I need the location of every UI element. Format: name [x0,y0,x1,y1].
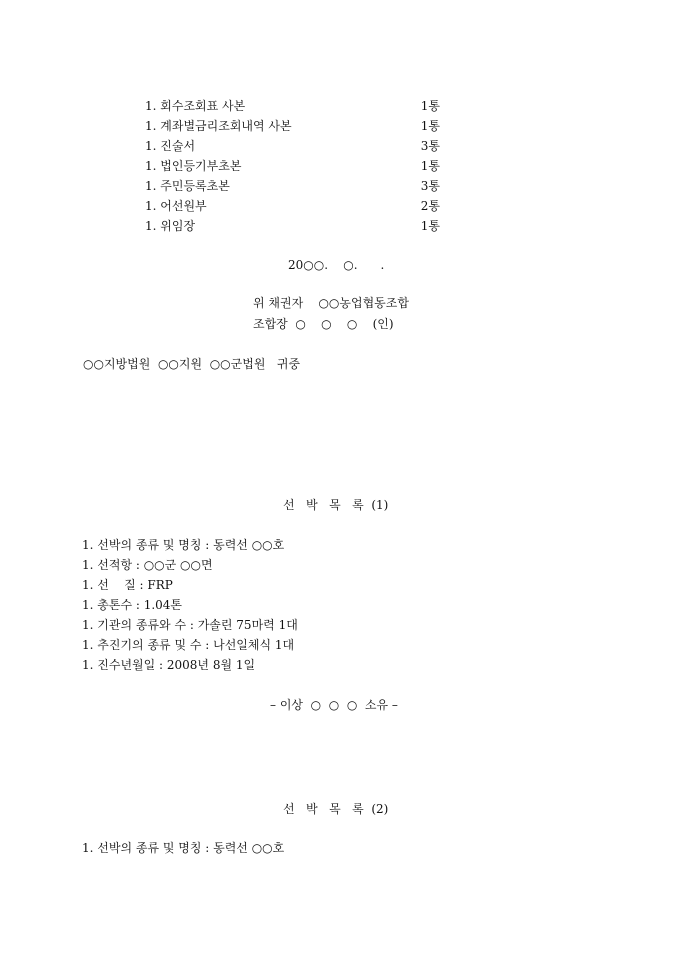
attachment-name: 1. 계좌별금리조회내역 사본 [145,119,292,133]
list-item: 1. 선 질 : FRP [82,578,173,592]
attachment-name: 1. 회수조회표 사본 [145,99,246,113]
vessel-list-1-title: 선 박 목 록 (1) [283,498,389,512]
attachment-item [145,137,445,151]
attachment-qty: 3통 [420,179,440,193]
date-line: 20○○. ○. . [288,258,385,272]
attachment-item [145,97,445,111]
vessel-list-1-closing: – 이상 ○ ○ ○ 소유 – [270,698,398,712]
attachment-item [145,217,445,231]
vessel-list-2-title: 선 박 목 록 (2) [283,802,389,816]
attachment-name: 1. 위임장 [145,219,196,233]
attachment-name: 1. 법인등기부초본 [145,159,242,173]
list-item: 1. 진수년월일 : 2008년 8월 1일 [82,658,256,672]
attachment-name: 1. 어선원부 [145,199,207,213]
attachment-item [145,177,445,191]
creditor-representative-line: 조합장 ○ ○ ○ (인) [253,317,394,331]
creditor-name-line: 위 채권자 ○○농업협동조합 [253,296,409,310]
attachment-item [145,197,445,211]
list-item: 1. 기관의 종류와 수 : 가솔린 75마력 1대 [82,618,298,632]
attachment-qty: 1통 [420,119,440,133]
list-item: 1. 선박의 종류 및 명칭 : 동력선 ○○호 [82,841,285,855]
attachment-item [145,157,445,171]
attachment-qty: 3통 [420,139,440,153]
attachment-qty: 1통 [420,99,440,113]
attachment-qty: 1통 [420,159,440,173]
list-item: 1. 선박의 종류 및 명칭 : 동력선 ○○호 [82,538,285,552]
attachment-name: 1. 주민등록초본 [145,179,230,193]
list-item: 1. 선적항 : ○○군 ○○면 [82,558,213,572]
court-addressee: ○○지방법원 ○○지원 ○○군법원 귀중 [83,357,301,371]
attachment-qty: 2통 [420,199,440,213]
attachment-name: 1. 진술서 [145,139,196,153]
attachment-qty: 1통 [420,219,440,233]
attachment-item [145,117,445,131]
list-item: 1. 추진기의 종류 및 수 : 나선일체식 1대 [82,638,295,652]
list-item: 1. 총톤수 : 1.04톤 [82,598,183,612]
